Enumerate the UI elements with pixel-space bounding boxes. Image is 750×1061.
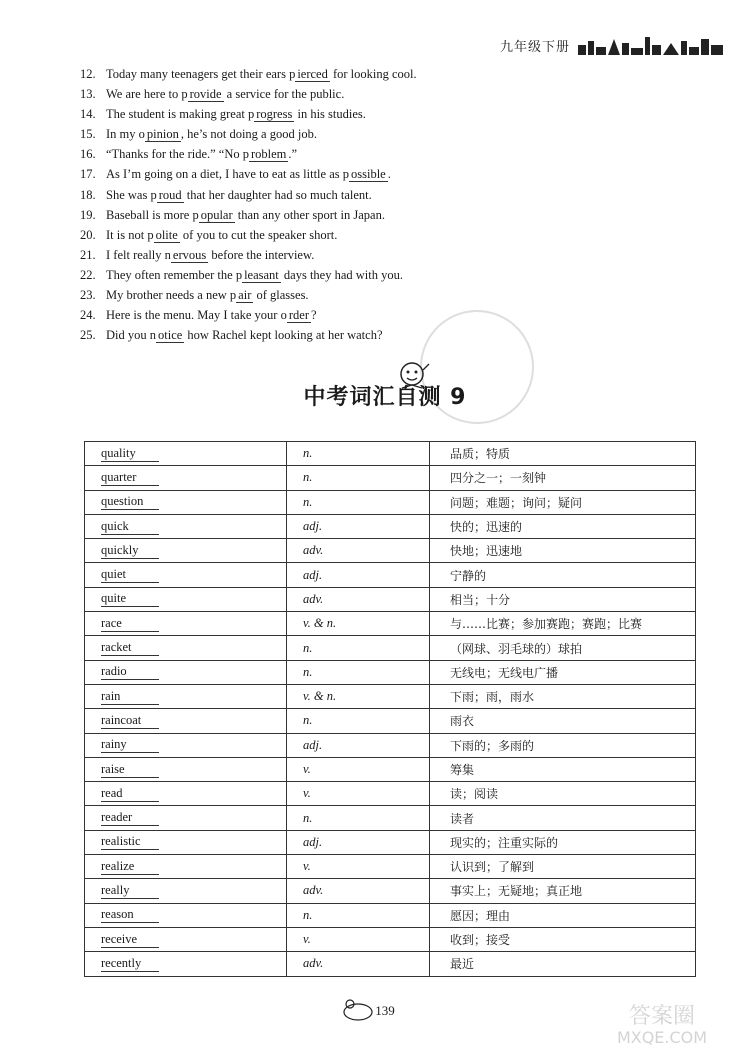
sentence-text-before: As I’m going on a diet, I have to eat as little as bbox=[106, 167, 343, 182]
vocab-word-cell bbox=[85, 660, 287, 684]
sentence-answer: leasant bbox=[244, 267, 279, 282]
sentence-text-after: before the interview. bbox=[208, 247, 315, 262]
vocab-meaning: 认识到；了解到 bbox=[430, 855, 696, 879]
sentence-text-after: , he’s not doing a good job. bbox=[180, 127, 317, 142]
vocab-row bbox=[85, 684, 696, 708]
sentence-answer: roud bbox=[158, 187, 182, 202]
vocab-word: realize bbox=[101, 859, 159, 875]
vocab-meaning: 四分之一；一刻钟 bbox=[430, 466, 696, 490]
vocab-meaning: 筹集 bbox=[430, 757, 696, 781]
vocab-table bbox=[84, 441, 696, 977]
vocab-meaning: （网球、羽毛球的）球拍 bbox=[430, 636, 696, 660]
sentence-item bbox=[80, 225, 700, 245]
sentence-number: 17. bbox=[80, 167, 96, 182]
vocab-word: really bbox=[101, 883, 159, 899]
sentence-text-after: of you to cut the speaker short. bbox=[179, 227, 338, 242]
vocab-row bbox=[85, 563, 696, 587]
sentence-number: 18. bbox=[80, 187, 96, 202]
vocab-word: race bbox=[101, 616, 159, 632]
vocab-word-cell bbox=[85, 612, 287, 636]
sentence-item bbox=[80, 285, 700, 305]
sentence-prefix: p bbox=[242, 147, 249, 162]
vocab-meaning: 无线电；无线电广播 bbox=[430, 660, 696, 684]
vocab-word-cell bbox=[85, 684, 287, 708]
vocab-word: recently bbox=[101, 956, 159, 972]
sentence-answer: pinion bbox=[146, 127, 179, 142]
sentence-number: 16. bbox=[80, 147, 96, 162]
vocab-row bbox=[85, 927, 696, 951]
sentence-number: 20. bbox=[80, 227, 96, 242]
section-title: 中考词汇自测 9 bbox=[303, 385, 467, 410]
watermark-logo bbox=[592, 997, 732, 1049]
vocab-pos: v. & n. bbox=[287, 684, 430, 708]
vocab-row bbox=[85, 782, 696, 806]
sentence-text-before: Today many teenagers get their ears bbox=[106, 67, 290, 81]
vocab-word: quick bbox=[101, 519, 159, 535]
sentence-number: 13. bbox=[80, 87, 96, 102]
sentence-number: 15. bbox=[80, 127, 96, 142]
vocab-pos: adv. bbox=[287, 539, 430, 563]
vocab-meaning: 快的；迅速的 bbox=[430, 514, 696, 538]
vocab-pos: adv. bbox=[287, 879, 430, 903]
sentence-text-after: days they had with you. bbox=[280, 267, 403, 282]
vocab-pos: adj. bbox=[287, 514, 430, 538]
vocab-word: reason bbox=[101, 907, 159, 923]
sentence-text-before: The student is making great bbox=[106, 107, 248, 122]
sentence-answer: rovide bbox=[189, 87, 222, 102]
vocab-word: rain bbox=[101, 689, 159, 705]
vocab-pos: n. bbox=[287, 490, 430, 514]
sentence-prefix: n bbox=[149, 328, 156, 343]
sentence-list bbox=[80, 64, 700, 345]
vocab-word-cell bbox=[85, 879, 287, 903]
vocab-row bbox=[85, 952, 696, 976]
vocab-pos: adv. bbox=[287, 952, 430, 976]
vocab-word: radio bbox=[101, 664, 159, 680]
vocab-word-cell bbox=[85, 442, 287, 466]
vocab-pos: n. bbox=[287, 903, 430, 927]
section-title-wrap bbox=[0, 380, 750, 411]
vocab-word: receive bbox=[101, 932, 159, 948]
vocab-pos: adj. bbox=[287, 563, 430, 587]
sentence-number: 21. bbox=[80, 247, 96, 262]
sentence-number: 23. bbox=[80, 288, 96, 303]
vocab-word-cell bbox=[85, 927, 287, 951]
vocab-meaning: 读者 bbox=[430, 806, 696, 830]
vocab-meaning: 愿因；理由 bbox=[430, 903, 696, 927]
vocab-word-cell bbox=[85, 636, 287, 660]
vocab-word: racket bbox=[101, 640, 159, 656]
sentence-prefix: p bbox=[147, 227, 154, 242]
vocab-pos: n. bbox=[287, 636, 430, 660]
sentence-answer: ossible bbox=[351, 167, 386, 182]
vocab-word-cell bbox=[85, 709, 287, 733]
vocab-meaning: 与……比赛；参加赛跑；赛跑；比赛 bbox=[430, 612, 696, 636]
page-number: 139 bbox=[375, 1003, 395, 1018]
sentence-prefix: p bbox=[247, 107, 255, 122]
vocab-word-cell bbox=[85, 806, 287, 830]
sentence-answer: rder bbox=[288, 308, 309, 323]
vocab-pos: v. bbox=[287, 757, 430, 781]
sentence-answer: rogress bbox=[256, 107, 293, 122]
vocab-pos: v. bbox=[287, 782, 430, 806]
svg-text:答案圈: 答案圈 bbox=[628, 1004, 696, 1029]
vocab-meaning: 下雨；雨，雨水 bbox=[430, 684, 696, 708]
vocab-word-cell bbox=[85, 733, 287, 757]
vocab-pos: n. bbox=[287, 660, 430, 684]
vocab-word: realistic bbox=[101, 834, 159, 850]
sentence-answer: otice bbox=[158, 328, 183, 343]
vocab-meaning: 收到；接受 bbox=[430, 927, 696, 951]
vocab-meaning: 快地；迅速地 bbox=[430, 539, 696, 563]
sentence-text-after: than any other sport in Japan. bbox=[234, 207, 385, 222]
svg-text:MXQE.COM: MXQE.COM bbox=[616, 1028, 708, 1047]
vocab-row bbox=[85, 490, 696, 514]
vocab-pos: v. bbox=[287, 855, 430, 879]
vocab-row bbox=[85, 757, 696, 781]
vocab-row bbox=[85, 612, 696, 636]
vocab-row bbox=[85, 466, 696, 490]
vocab-meaning: 最近 bbox=[430, 952, 696, 976]
vocab-word: raincoat bbox=[101, 713, 159, 729]
sentence-number: 19. bbox=[80, 207, 96, 222]
sentence-text-before: She was bbox=[106, 187, 151, 202]
page-header bbox=[426, 30, 726, 60]
vocab-word: raise bbox=[101, 762, 159, 778]
vocab-row bbox=[85, 709, 696, 733]
vocab-word: quarter bbox=[101, 470, 159, 486]
sentence-text-before: In my bbox=[106, 127, 139, 142]
sentence-item bbox=[80, 144, 700, 164]
sentence-number: 24. bbox=[80, 308, 96, 323]
sentence-item bbox=[80, 64, 700, 84]
vocab-word-cell bbox=[85, 782, 287, 806]
vocab-meaning: 现实的；注重实际的 bbox=[430, 830, 696, 854]
vocab-meaning: 雨衣 bbox=[430, 709, 696, 733]
sentence-item bbox=[80, 205, 700, 225]
vocab-row bbox=[85, 442, 696, 466]
vocab-row bbox=[85, 733, 696, 757]
sentence-item bbox=[80, 245, 700, 265]
vocab-pos: adj. bbox=[287, 830, 430, 854]
vocab-row bbox=[85, 660, 696, 684]
vocab-meaning: 下雨的；多雨的 bbox=[430, 733, 696, 757]
vocab-pos: n. bbox=[287, 442, 430, 466]
sentence-prefix: p bbox=[181, 87, 188, 102]
vocab-pos: n. bbox=[287, 806, 430, 830]
vocab-row bbox=[85, 806, 696, 830]
vocab-word-cell bbox=[85, 563, 287, 587]
vocab-word-cell bbox=[85, 830, 287, 854]
vocab-word: quality bbox=[101, 446, 159, 462]
sentence-text-before: Baseball is more bbox=[106, 207, 193, 222]
vocab-meaning: 读；阅读 bbox=[430, 782, 696, 806]
sentence-answer: olite bbox=[155, 227, 178, 242]
sentence-item bbox=[80, 325, 700, 345]
vocab-pos: adv. bbox=[287, 587, 430, 611]
sentence-prefix: p bbox=[229, 288, 237, 303]
mascot-footer-icon bbox=[340, 996, 376, 1022]
vocab-pos: n. bbox=[287, 466, 430, 490]
sentence-text-before: My brother needs a new bbox=[106, 288, 230, 303]
vocab-word: rainy bbox=[101, 737, 159, 753]
sentence-answer: ierced bbox=[297, 67, 328, 81]
sentence-text-before: They often remember the bbox=[106, 267, 236, 282]
vocab-word-cell bbox=[85, 490, 287, 514]
sentence-text-before: Did you bbox=[106, 328, 150, 343]
sentence-number: 22. bbox=[80, 267, 96, 282]
vocab-pos: v. & n. bbox=[287, 612, 430, 636]
sentence-text-after: for looking cool. bbox=[329, 67, 417, 81]
sentence-answer: ervous bbox=[172, 247, 207, 262]
skyline-decoration-icon bbox=[576, 33, 726, 57]
vocab-row bbox=[85, 636, 696, 660]
vocab-pos: v. bbox=[287, 927, 430, 951]
vocab-row bbox=[85, 903, 696, 927]
vocab-word: quite bbox=[101, 591, 159, 607]
sentence-text-after: of glasses. bbox=[253, 288, 309, 303]
sentence-prefix: p bbox=[150, 187, 157, 202]
sentence-text-after: in his studies. bbox=[294, 107, 366, 122]
vocab-meaning: 宁静的 bbox=[430, 563, 696, 587]
vocab-meaning: 品质；特质 bbox=[430, 442, 696, 466]
sentence-item bbox=[80, 84, 700, 104]
sentence-prefix: p bbox=[192, 207, 199, 222]
sentence-item bbox=[80, 265, 700, 285]
vocab-word-cell bbox=[85, 952, 287, 976]
vocab-word: question bbox=[101, 494, 159, 510]
sentence-item bbox=[80, 104, 700, 124]
sentence-number: 14. bbox=[80, 107, 96, 122]
grade-label: 九年级下册 bbox=[499, 39, 570, 55]
sentence-answer: opular bbox=[200, 207, 233, 222]
vocab-row bbox=[85, 539, 696, 563]
vocab-word-cell bbox=[85, 903, 287, 927]
sentence-number: 25. bbox=[80, 328, 96, 343]
sentence-number: 12. bbox=[80, 67, 96, 81]
sentence-prefix: o bbox=[280, 308, 287, 323]
sentence-text-before: We are here to bbox=[106, 87, 182, 102]
vocab-meaning: 事实上；无疑地；真正地 bbox=[430, 879, 696, 903]
sentence-text-after: . bbox=[387, 167, 391, 182]
vocab-row bbox=[85, 830, 696, 854]
sentence-text-after: how Rachel kept looking at her watch? bbox=[184, 328, 383, 343]
sentence-prefix: n bbox=[164, 247, 171, 262]
sentence-prefix: p bbox=[289, 67, 296, 81]
sentence-text-before: I felt really bbox=[106, 247, 165, 262]
vocab-word: quiet bbox=[101, 567, 159, 583]
vocab-pos: n. bbox=[287, 709, 430, 733]
vocab-row bbox=[85, 879, 696, 903]
vocab-word-cell bbox=[85, 466, 287, 490]
vocab-word-cell bbox=[85, 514, 287, 538]
vocab-meaning: 相当；十分 bbox=[430, 587, 696, 611]
sentence-text-after: .” bbox=[288, 147, 298, 162]
vocab-row bbox=[85, 855, 696, 879]
sentence-item bbox=[80, 185, 700, 205]
sentence-prefix: o bbox=[138, 127, 145, 142]
vocab-word-cell bbox=[85, 757, 287, 781]
sentence-text-before: Here is the menu. May I take your bbox=[106, 308, 281, 323]
vocab-word-cell bbox=[85, 855, 287, 879]
sentence-answer: air bbox=[238, 288, 252, 303]
vocab-row bbox=[85, 587, 696, 611]
vocab-row bbox=[85, 514, 696, 538]
sentence-text-after: ? bbox=[310, 308, 317, 323]
sentence-text-after: a service for the public. bbox=[223, 87, 345, 102]
sentence-text-after: that her daughter had so much talent. bbox=[183, 187, 372, 202]
sentence-item bbox=[80, 164, 700, 184]
sentence-prefix: p bbox=[235, 267, 243, 282]
vocab-word: read bbox=[101, 786, 159, 802]
vocab-word: reader bbox=[101, 810, 159, 826]
sentence-text-before: “Thanks for the ride.” “No bbox=[106, 147, 243, 162]
sentence-item bbox=[80, 124, 700, 144]
vocab-word-cell bbox=[85, 539, 287, 563]
sentence-answer: roblem bbox=[251, 147, 287, 162]
sentence-text-before: It is not bbox=[106, 227, 148, 242]
vocab-pos: adj. bbox=[287, 733, 430, 757]
vocab-word-cell bbox=[85, 587, 287, 611]
vocab-meaning: 问题；难题；询问；疑问 bbox=[430, 490, 696, 514]
vocab-word: quickly bbox=[101, 543, 159, 559]
sentence-item bbox=[80, 305, 700, 325]
sentence-prefix: p bbox=[342, 167, 349, 182]
